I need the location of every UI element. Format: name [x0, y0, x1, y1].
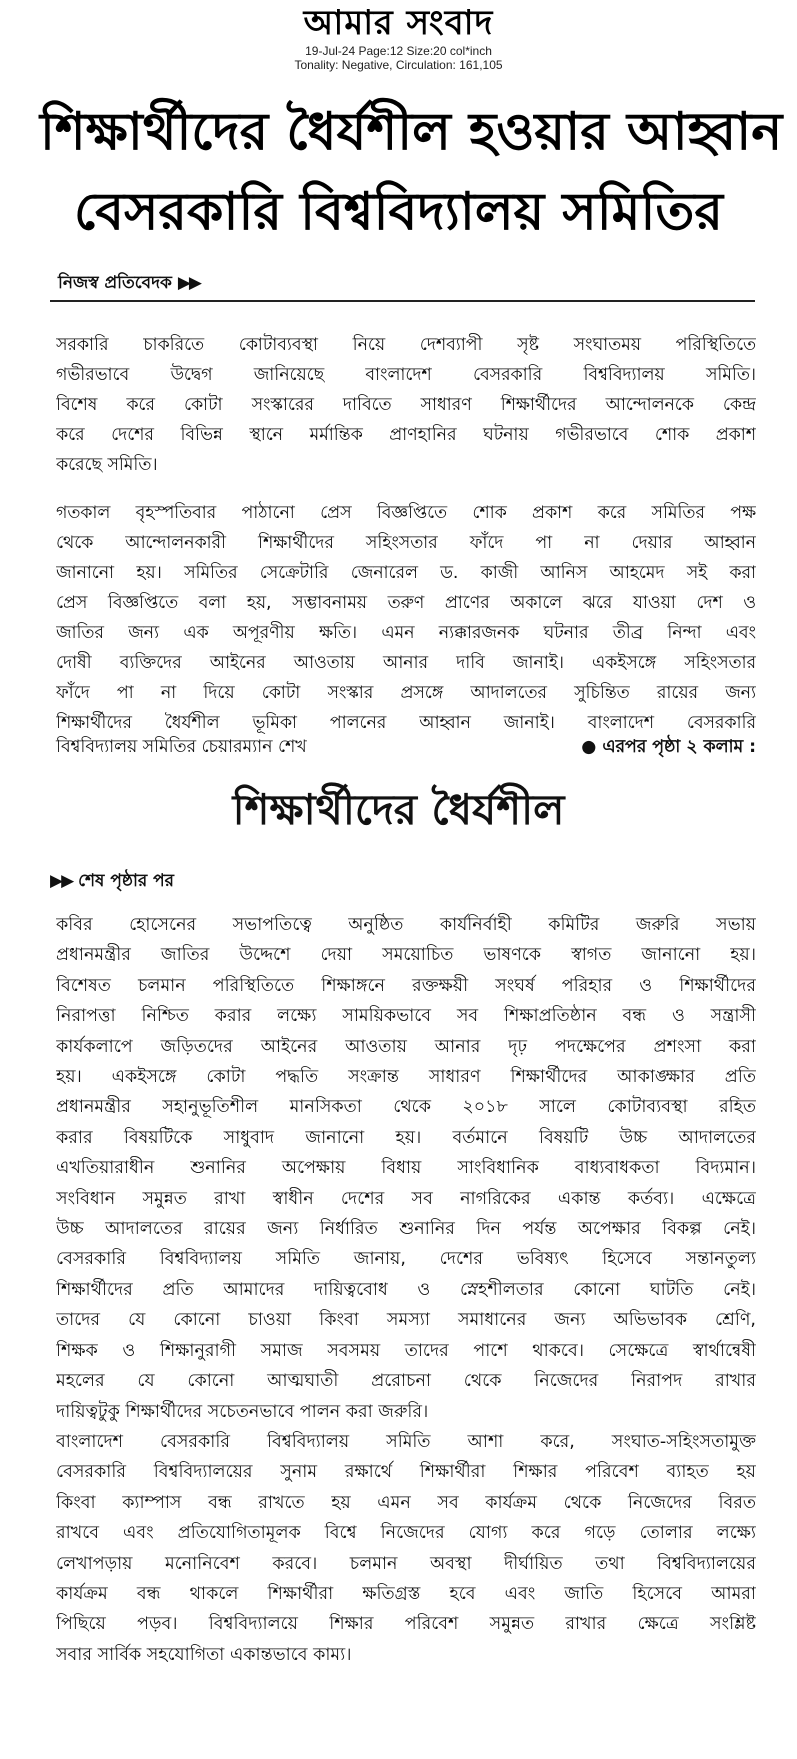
text-line: কার্যক্রম বন্ধ থাকলে শিক্ষার্থীরা ক্ষতিগ্রস্ত হবে এবং জাতি হিসেবে আমরা — [56, 1583, 756, 1604]
byline — [58, 272, 200, 294]
jump-reference: ● এরপর পৃষ্ঠা ২ কলাম : — [581, 737, 756, 757]
text-line: প্রধানমন্ত্রীর সহানুভূতিশীল মানসিকতা থেকে ২০১৮ সালে কোটাব্যবস্থা রহিত — [56, 1097, 756, 1118]
article-paragraph-3 — [56, 910, 756, 1670]
continued-from-label — [50, 870, 174, 892]
text-line: করে দেশের বিভিন্ন স্থানে মর্মান্তিক প্রাণহানির ঘটনায় গভীরভাবে শোক প্রকাশ — [56, 425, 756, 445]
text-line: তাদের যে কোনো চাওয়া কিংবা সমস্যা সমাধানের জন্য অভিভাবক শ্রেণি, — [56, 1310, 756, 1331]
text-line: শিক্ষার্থীদের ধৈর্যশীল ভূমিকা পালনের আহ্বান জানাই। বাংলাদেশ বেসরকারি — [56, 713, 756, 733]
newspaper-logo: আমার সংবাদ — [303, 3, 494, 43]
text-line: বিশেষত চলমান পরিস্থিতিতে শিক্ষাঙ্গনে রক্তক্ষয়ী সংঘর্ষ পরিহার ও শিক্ষার্থীদের — [56, 975, 756, 996]
text-line: দায়িত্বটুকু শিক্ষার্থীদের সচেতনভাবে পালন করা জরুরি। — [56, 1401, 429, 1422]
continued-text: বিশ্ববিদ্যালয় সমিতির চেয়ারম্যান শেখ — [56, 737, 307, 757]
continued-line — [56, 732, 756, 762]
text-line: গভীরভাবে উদ্বেগ জানিয়েছে বাংলাদেশ বেসরকারি বিশ্ববিদ্যালয় সমিতি। — [56, 365, 756, 385]
text-line: বেসরকারি বিশ্ববিদ্যালয়ের সুনাম রক্ষার্থে শিক্ষার্থীরা শিক্ষার পরিবেশ ব্যাহত হয় — [56, 1462, 756, 1483]
text-line: কবির হোসেনের সভাপতিত্বে অনুষ্ঠিত কার্যনির্বাহী কমিটির জরুরি সভায় — [56, 915, 756, 935]
continued-from-text: শেষ পৃষ্ঠার পর — [78, 871, 175, 891]
byline-divider — [50, 300, 755, 302]
headline-line-1: শিক্ষার্থীদের ধৈর্যশীল হওয়ার আহ্বান — [40, 102, 783, 162]
text-line: ফাঁদে পা না দিয়ে কোটা সংস্কার প্রসঙ্গে আদালতের সুচিন্তিত রায়ের জন্য — [56, 683, 756, 703]
text-line: সংবিধান সমুন্নত রাখা স্বাধীন দেশের সব নাগরিকের একান্ত কর্তব্য। এক্ষেত্রে — [56, 1188, 756, 1209]
continuation-headline: শিক্ষার্থীদের ধৈর্যশীল — [232, 785, 565, 834]
clipping-meta-tonality: Tonality: Negative, Circulation: 161,105 — [294, 58, 503, 72]
text-line: করেছে সমিতি। — [56, 455, 158, 475]
text-line: কিংবা ক্যাম্পাস বন্ধ রাখতে হয় এমন সব কার্যক্রম থেকে নিজেদের বিরত — [56, 1492, 756, 1513]
text-line: উচ্চ আদালতের রায়ের জন্য নির্ধারিত শুনানির দিন পর্যন্ত অপেক্ষার বিকল্প নেই। — [56, 1219, 756, 1240]
article-paragraph-1 — [56, 330, 756, 480]
text-line: কার্যকলাপে জড়িতদের আইনের আওতায় আনার দৃঢ় পদক্ষেপের প্রশংসা করা — [56, 1036, 756, 1057]
text-line: করার বিষয়টিকে সাধুবাদ জানানো হয়। বর্তমানে বিষয়টি উচ্চ আদালতের — [56, 1127, 756, 1148]
text-line: দোষী ব্যক্তিদের আইনের আওতায় আনার দাবি জানাই। একইসঙ্গে সহিংসতার — [56, 653, 756, 673]
text-line: রাখবে এবং প্রতিযোগিতামূলক বিশ্বে নিজেদের যোগ্য করে গড়ে তোলার লক্ষ্যে — [56, 1523, 756, 1544]
text-line: হয়। একইসঙ্গে কোটা পদ্ধতি সংক্রান্ত সাধারণ শিক্ষার্থীদের আকাঙ্ক্ষার প্রতি — [56, 1067, 756, 1088]
text-line: জাতির জন্য এক অপূরণীয় ক্ষতি। এমন ন্যক্কারজনক ঘটনার তীব্র নিন্দা এবং — [56, 623, 756, 643]
text-line: বিশেষ করে কোটা সংস্কারের দাবিতে সাধারণ শিক্ষার্থীদের আন্দোলনকে কেন্দ্র — [56, 395, 756, 415]
text-line: প্রধানমন্ত্রীর জাতির উদ্দেশে দেয়া সময়োচিত ভাষণকে স্বাগত জানানো হয়। — [56, 945, 756, 966]
text-line: সবার সার্বিক সহযোগিতা একান্তভাবে কাম্য। — [56, 1644, 352, 1665]
text-line: লেখাপড়ায় মনোনিবেশ করবে। চলমান অবস্থা দীর্ঘায়িত তথা বিশ্ববিদ্যালয়ের — [56, 1553, 756, 1574]
continued-arrow-icon: ▶▶ — [50, 871, 73, 891]
text-line: মহলের যে কোনো আত্মঘাতী প্ররোচনা থেকে নিজেদের নিরাপদ রাখার — [56, 1371, 756, 1392]
clipping-meta-date-page: 19-Jul-24 Page:12 Size:20 col*inch — [305, 44, 492, 58]
text-line: পিছিয়ে পড়ব। বিশ্ববিদ্যালয়ে শিক্ষার পরিবেশ সমুন্নত রাখার ক্ষেত্রে সংশ্লিষ্ট — [56, 1614, 756, 1635]
byline-text: নিজস্ব প্রতিবেদক — [58, 273, 172, 293]
article-paragraph-2 — [56, 498, 756, 738]
byline-arrow-icon: ▶▶ — [177, 273, 200, 293]
text-line: সরকারি চাকরিতে কোটাব্যবস্থা নিয়ে দেশব্যাপী সৃষ্ট সংঘাতময় পরিস্থিতিতে — [56, 335, 756, 355]
text-line: থেকে আন্দোলনকারী শিক্ষার্থীদের সহিংসতার ফাঁদে পা না দেয়ার আহ্বান — [56, 533, 756, 553]
text-line: বাংলাদেশ বেসরকারি বিশ্ববিদ্যালয় সমিতি আশা করে, সংঘাত-সহিংসতামুক্ত — [56, 1431, 756, 1452]
text-line: শিক্ষক ও শিক্ষানুরাগী সমাজ সবসময় তাদের পাশে থাকবে। সেক্ষেত্রে স্বার্থান্বেষী — [56, 1340, 756, 1361]
text-line: জানানো হয়। সমিতির সেক্রেটারি জেনারেল ড. কাজী আনিস আহমেদ সই করা — [56, 563, 756, 583]
text-line: নিরাপত্তা নিশ্চিত করার লক্ষ্যে সাময়িকভাবে সব শিক্ষাপ্রতিষ্ঠান বন্ধ ও সন্ত্রাসী — [56, 1006, 756, 1027]
headline-line-2: বেসরকারি বিশ্ববিদ্যালয় সমিতির — [74, 182, 723, 242]
masthead — [0, 0, 797, 72]
text-line: এখতিয়ারাধীন শুনানির অপেক্ষায় বিধায় সাংবিধানিক বাধ্যবাধকতা বিদ্যমান। — [56, 1158, 756, 1179]
text-line: প্রেস বিজ্ঞপ্তিতে বলা হয়, সম্ভাবনাময় তরুণ প্রাণের অকালে ঝরে যাওয়া দেশ ও — [56, 593, 756, 613]
text-line: গতকাল বৃহস্পতিবার পাঠানো প্রেস বিজ্ঞপ্তিতে শোক প্রকাশ করে সমিতির পক্ষ — [56, 503, 756, 523]
text-line: বেসরকারি বিশ্ববিদ্যালয় সমিতি জানায়, দেশের ভবিষ্যৎ হিসেবে সন্তানতুল্য — [56, 1249, 756, 1270]
text-line: শিক্ষার্থীদের প্রতি আমাদের দায়িত্ববোধ ও স্নেহশীলতার কোনো ঘাটতি নেই। — [56, 1279, 756, 1300]
